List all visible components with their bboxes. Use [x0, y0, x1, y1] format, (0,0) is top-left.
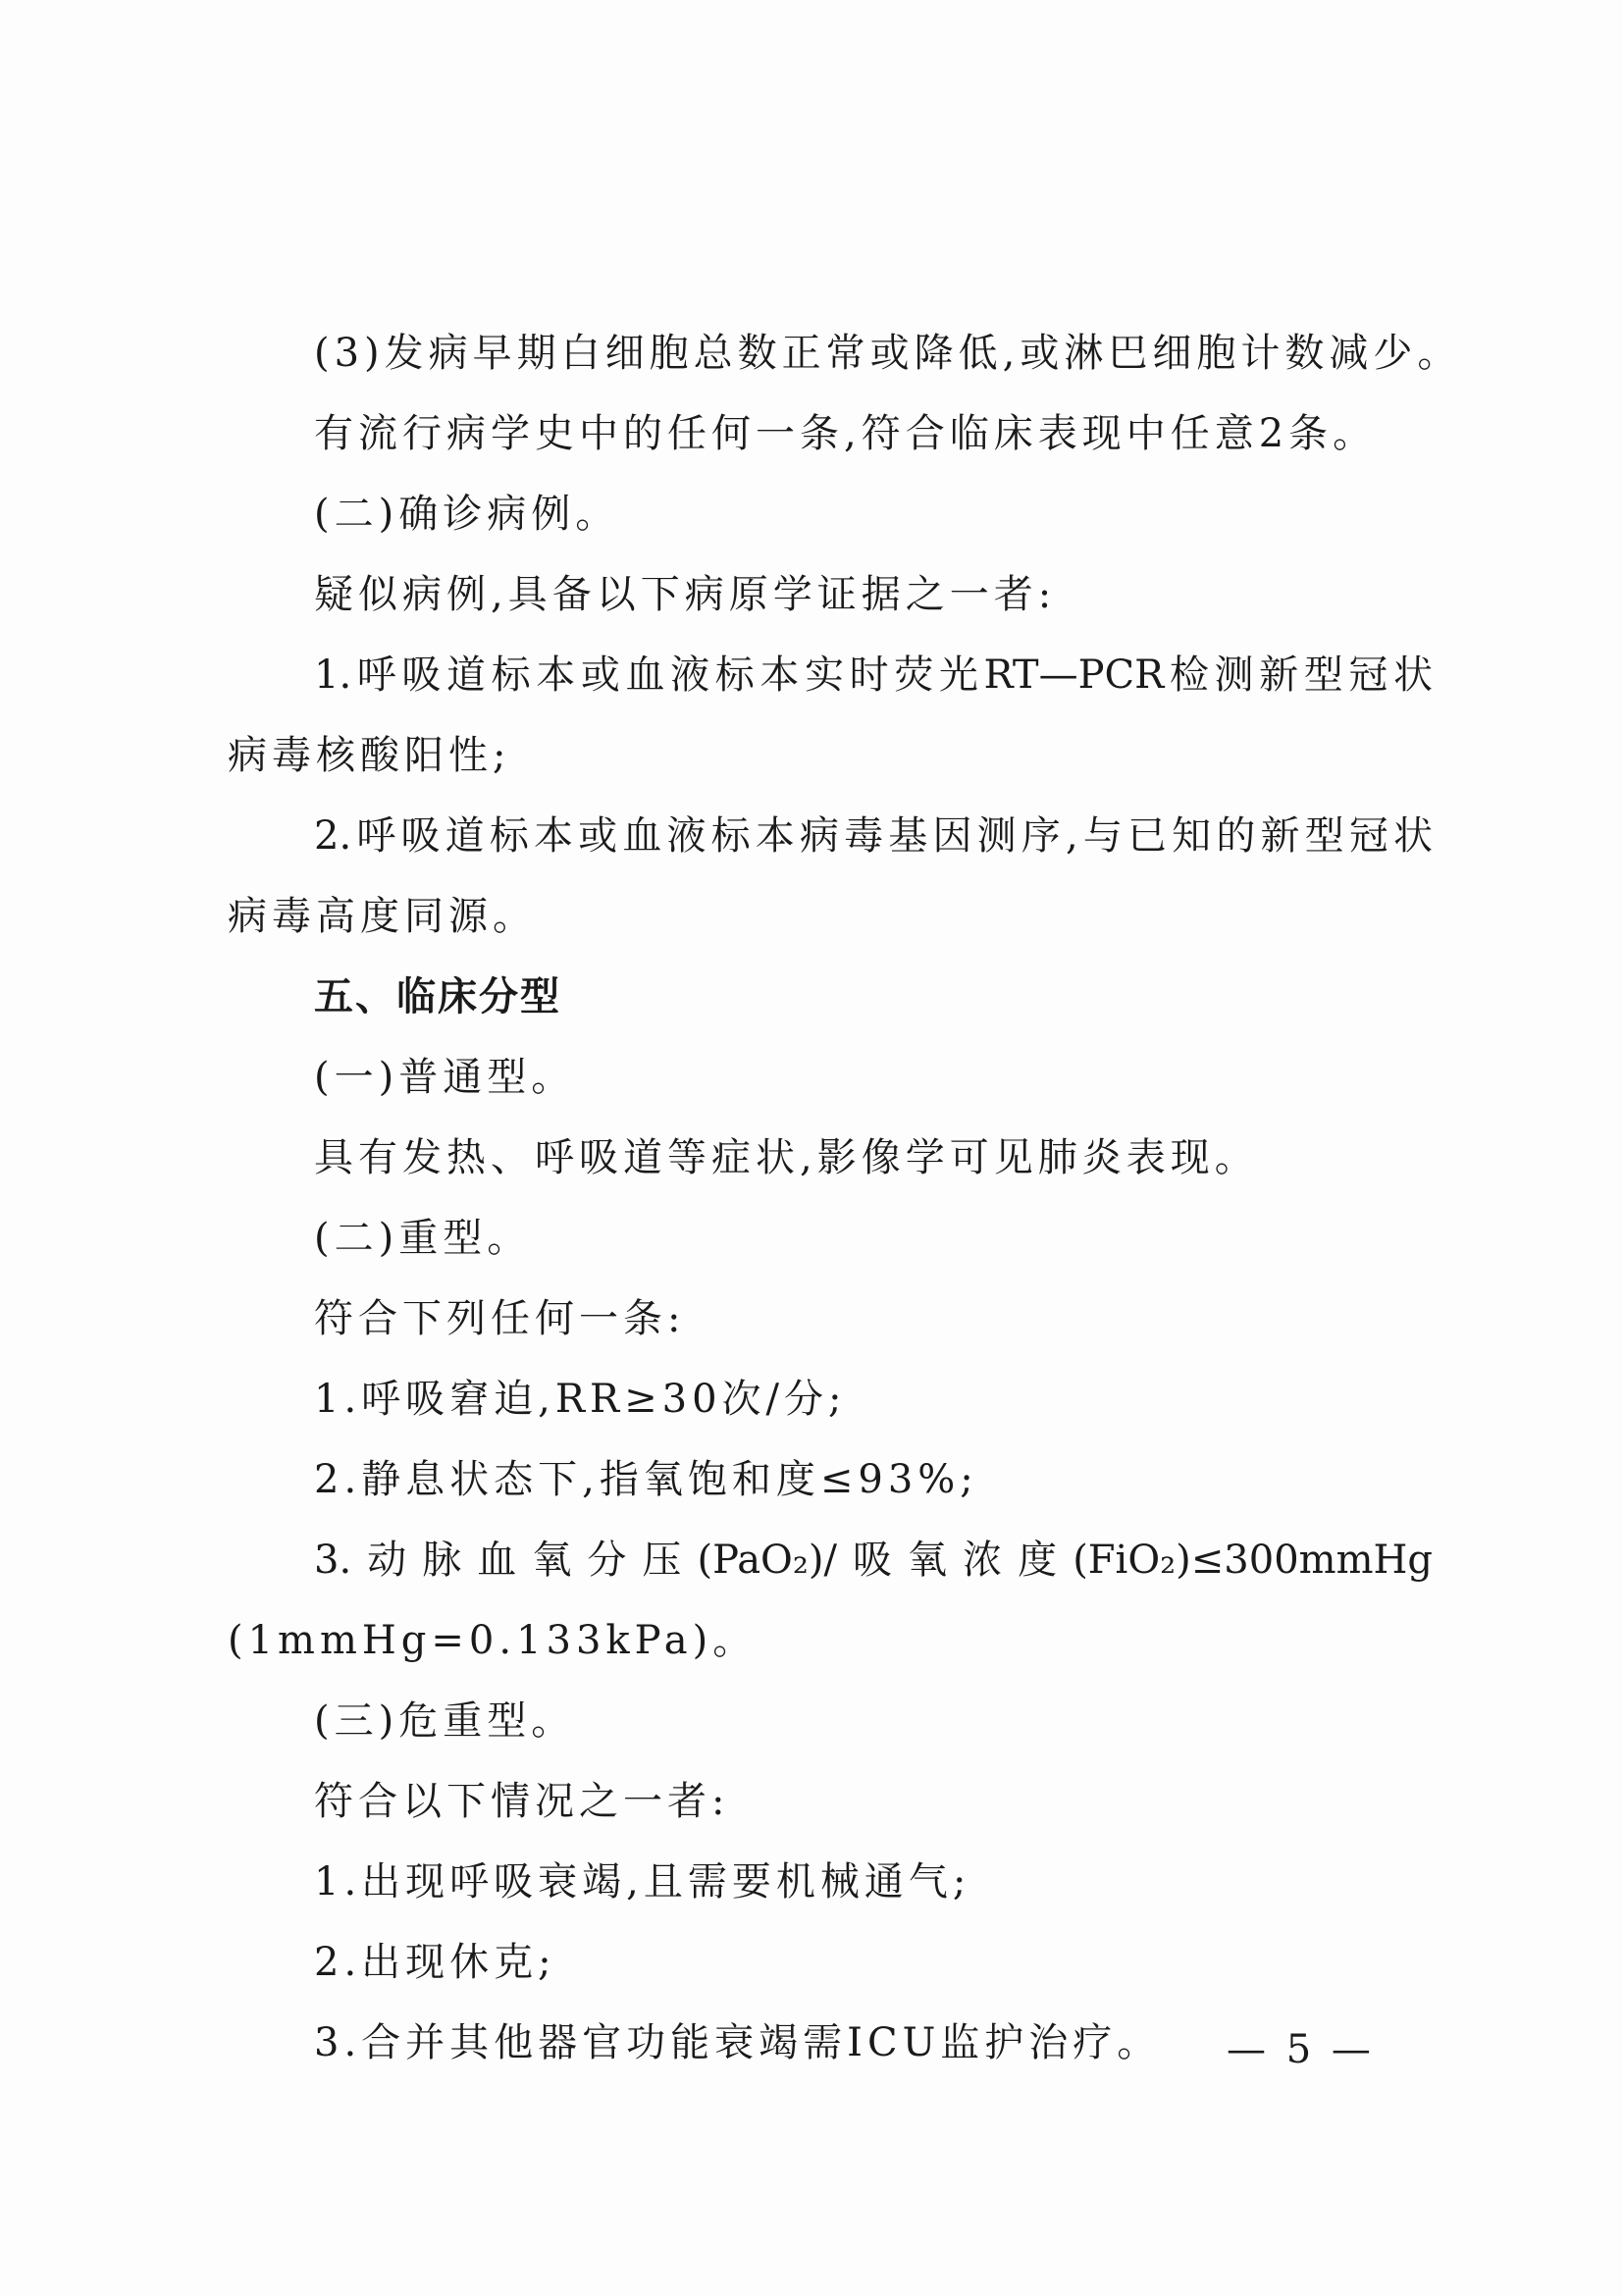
text-line: (3)发病早期白细胞总数正常或降低,或淋巴细胞计数减少。 — [314, 331, 1462, 376]
text-line: 2.静息状态下,指氧饱和度≤93%; — [314, 1457, 978, 1502]
text-line: 1.出现呼吸衰竭,且需要机械通气; — [314, 1859, 971, 1905]
text-line: 1.呼吸道标本或血液标本实时荧光RT—PCR检测新型冠状 — [314, 652, 1433, 698]
text-line: 2.出现休克; — [314, 1940, 556, 1985]
text-line: 病毒核酸阳性; — [228, 733, 511, 778]
text-line: (1mmHg=0.133kPa)。 — [228, 1618, 758, 1663]
text-line: 具有发热、呼吸道等症状,影像学可见肺炎表现。 — [314, 1135, 1259, 1180]
text-line: (二)确诊病例。 — [314, 492, 620, 537]
text-line: 符合下列任何一条: — [314, 1296, 686, 1341]
text-line: 疑似病例,具备以下病原学证据之一者: — [314, 572, 1057, 617]
text-line: 2.呼吸道标本或血液标本病毒基因测序,与已知的新型冠状 — [314, 813, 1433, 859]
text-line: (二)重型。 — [314, 1216, 532, 1261]
text-line: 病毒高度同源。 — [228, 894, 537, 939]
text-line: 3.动脉血氧分压(PaO₂)/吸氧浓度(FiO₂)≤300mmHg — [314, 1538, 1433, 1583]
page-number: — 5 — — [1227, 2027, 1375, 2072]
text-line: 3.合并其他器官功能衰竭需ICU监护治疗。 — [314, 2020, 1162, 2065]
text-line: 1.呼吸窘迫,RR≥30次/分; — [314, 1377, 847, 1422]
text-line: 有流行病学史中的任何一条,符合临床表现中任意2条。 — [314, 411, 1378, 456]
text-line: 符合以下情况之一者: — [314, 1779, 730, 1824]
section-heading: 五、临床分型 — [314, 974, 561, 1019]
text-line: (一)普通型。 — [314, 1055, 576, 1100]
text-line: (三)危重型。 — [314, 1698, 576, 1744]
